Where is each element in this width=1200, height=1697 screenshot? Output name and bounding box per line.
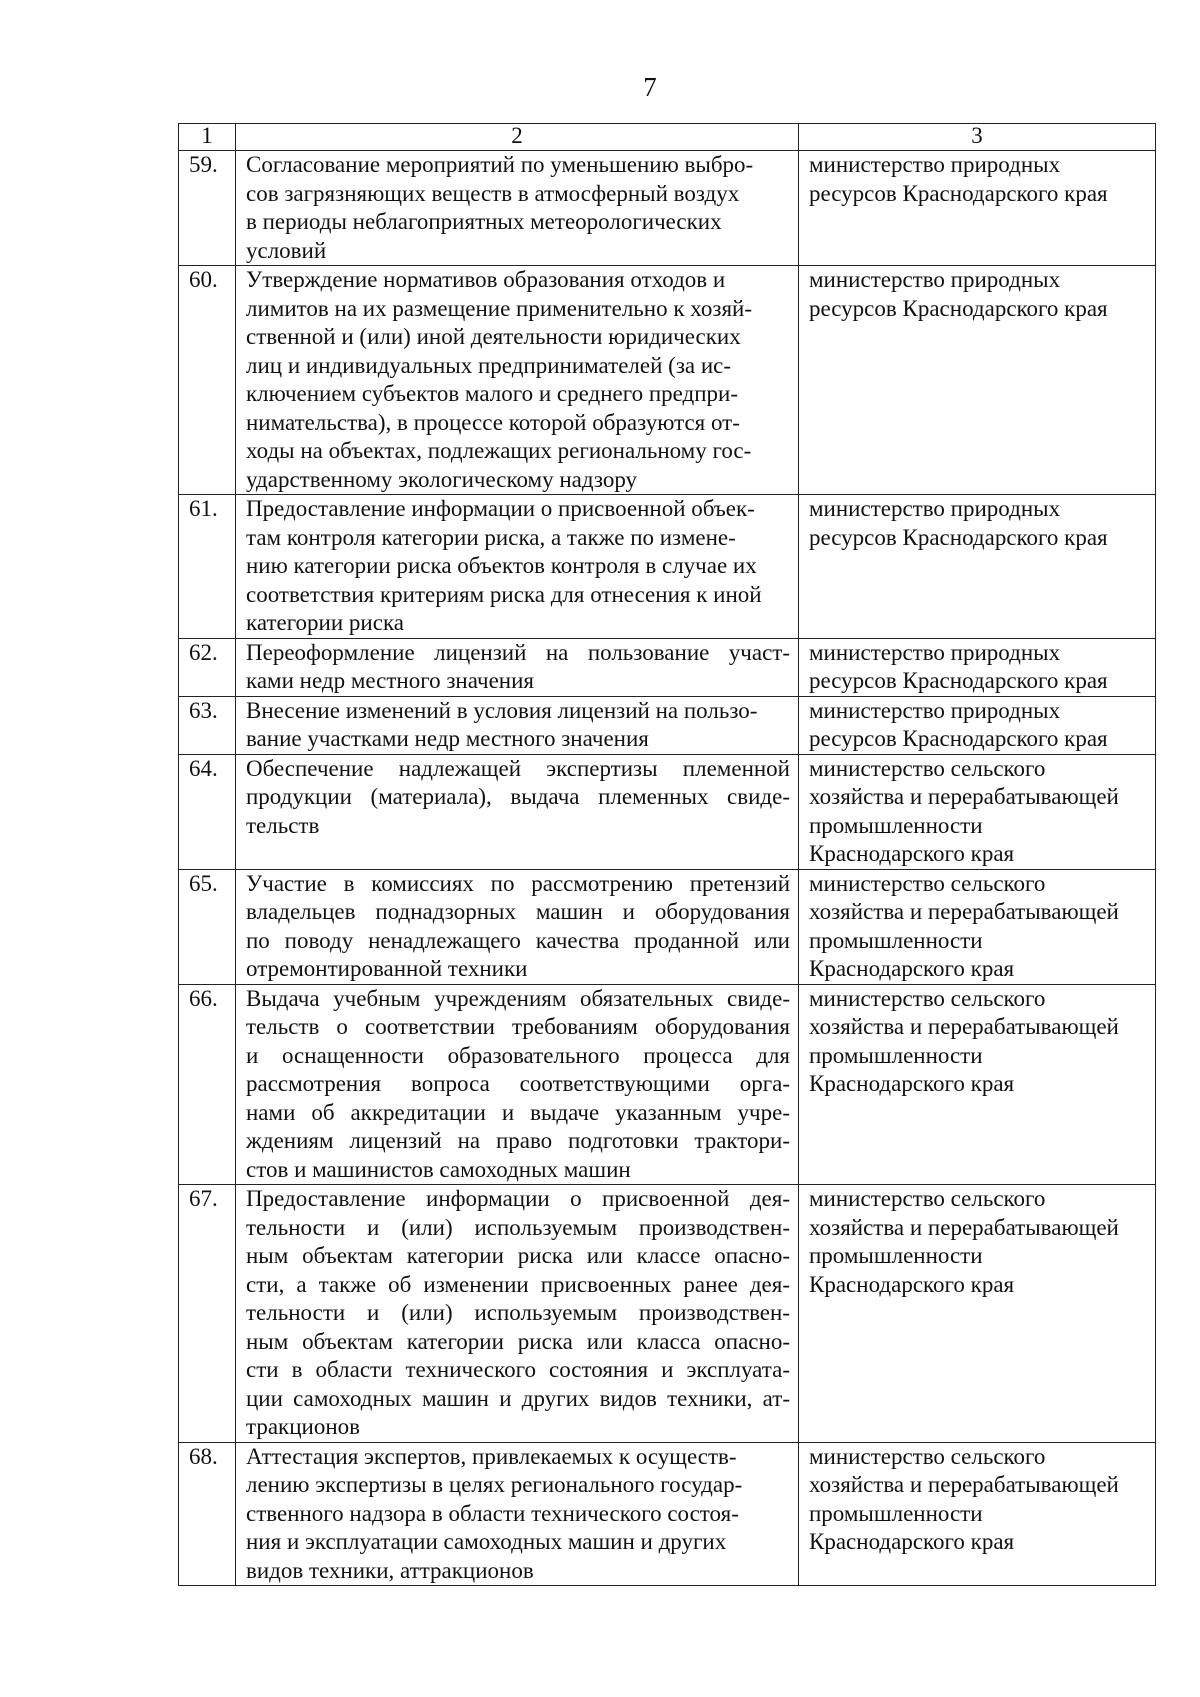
authority-line: промышленности (809, 812, 983, 838)
responsible-authority (799, 151, 1156, 266)
authority-line: министерство сельского (809, 755, 1046, 781)
page-number: 7 (643, 72, 657, 102)
description-line: категории риска (246, 610, 404, 635)
row-number: 59. (179, 151, 236, 266)
description-line: вание участками недр местного значения (246, 726, 649, 751)
column-header-number: 1 (179, 124, 236, 151)
responsible-authority (799, 638, 1156, 696)
description-line: по поводу ненадлежащего качества проданной или (246, 927, 790, 953)
description-line: Утверждение нормативов образования отходов и (246, 267, 726, 292)
responsible-authority (799, 754, 1156, 869)
service-description (236, 495, 799, 639)
authority-line: министерство природных (809, 267, 1061, 292)
description-line: сти, а также об изменении присвоенных ранее дея- (246, 1271, 790, 1297)
description-line: ным объектам категории риска или класса опасно- (246, 1328, 790, 1354)
description-line: тельств о соответствии требованиям оборудования (246, 1014, 790, 1039)
row-number: 64. (179, 754, 236, 869)
service-description (236, 984, 799, 1185)
description-line: ударственному экологическому надзору (246, 466, 638, 492)
description-line: тракционов (246, 1414, 361, 1439)
authority-line: Краснодарского края (809, 841, 1015, 866)
description-line: Внесение изменений в условия лицензий на пользо- (246, 697, 758, 723)
service-description (236, 754, 799, 869)
description-line: Предоставление информации о присвоенной дея- (246, 1186, 790, 1211)
description-line: отремонтированной техники (246, 956, 528, 981)
service-description (236, 696, 799, 754)
row-number: 61. (179, 495, 236, 639)
authority-line: министерство природных (809, 496, 1061, 521)
description-line: ходы на объектах, подлежащих региональному гос- (246, 438, 752, 463)
description-line: ственной и (или) иной деятельности юридических (246, 324, 741, 349)
authority-line: министерство природных (809, 697, 1061, 723)
description-line: Участие в комиссиях по рассмотрению претензий (246, 870, 790, 896)
table-body (179, 151, 1156, 1586)
description-line: соответствия критериям риска для отнесения к иной (246, 581, 762, 607)
row-number: 62. (179, 638, 236, 696)
description-line: тельности и (или) используемым производствен- (246, 1214, 790, 1240)
authority-line: министерство сельского (809, 1186, 1046, 1211)
authority-line: министерство сельского (809, 985, 1046, 1011)
service-description (236, 1185, 799, 1443)
authority-line: промышленности (809, 927, 983, 953)
description-line: лению экспертизы в целях регионального государ- (246, 1472, 743, 1497)
description-line: продукции (материала), выдача племенных свиде- (246, 784, 790, 809)
responsible-authority (799, 1185, 1156, 1443)
authority-line: министерство сельского (809, 1443, 1046, 1469)
row-number: 67. (179, 1185, 236, 1443)
authority-line: министерство сельского (809, 870, 1046, 896)
description-line: Выдача учебным учреждениям обязательных свиде- (246, 985, 790, 1011)
row-number: 66. (179, 984, 236, 1185)
description-line: тельности и (или) используемым производствен- (246, 1300, 790, 1325)
authority-line: хозяйства и перерабатывающей (809, 1214, 1119, 1240)
services-table (178, 123, 1156, 1586)
table-row (179, 984, 1156, 1185)
authority-line: Краснодарского края (809, 956, 1015, 981)
table-row (179, 266, 1156, 495)
authority-line: промышленности (809, 1042, 983, 1068)
description-line: видов техники, аттракционов (246, 1557, 534, 1583)
responsible-authority (799, 984, 1156, 1185)
description-line: сов загрязняющих веществ в атмосферный воздух (246, 180, 740, 206)
description-line: ждениям лицензий на право подготовки трактори- (246, 1128, 790, 1153)
responsible-authority (799, 266, 1156, 495)
responsible-authority (799, 1442, 1156, 1586)
authority-line: министерство природных (809, 152, 1061, 177)
description-line: Согласование мероприятий по уменьшению выбро- (246, 152, 754, 177)
service-description (236, 151, 799, 266)
table-row (179, 151, 1156, 266)
description-line: лиц и индивидуальных предпринимателей (за ис- (246, 352, 732, 378)
authority-line: хозяйства и перерабатывающей (809, 784, 1119, 809)
responsible-authority (799, 495, 1156, 639)
authority-line: Краснодарского края (809, 1071, 1015, 1096)
authority-line: промышленности (809, 1243, 983, 1268)
authority-line: хозяйства и перерабатывающей (809, 899, 1119, 924)
description-line: ками недр местного значения (246, 668, 534, 693)
service-description (236, 869, 799, 984)
service-description (236, 266, 799, 495)
description-line: нами об аккредитации и выдаче указанным учре- (246, 1099, 790, 1125)
table-row (179, 1185, 1156, 1443)
description-line: Аттестация экспертов, привлекаемых к осуществ- (246, 1443, 737, 1469)
description-line: ключением субъектов малого и среднего предпри- (246, 381, 739, 406)
authority-line: промышленности (809, 1500, 983, 1526)
description-line: Переоформление лицензий на пользование участ- (246, 639, 790, 665)
table-row (179, 1442, 1156, 1586)
description-line: и оснащенности образовательного процесса для (246, 1042, 790, 1068)
table-header-row (179, 124, 1156, 151)
authority-line: ресурсов Краснодарского края (809, 524, 1108, 550)
description-line: там контроля категории риска, а также по измене- (246, 524, 736, 550)
authority-line: хозяйства и перерабатывающей (809, 1472, 1119, 1497)
description-line: условий (246, 237, 327, 263)
authority-line: ресурсов Краснодарского края (809, 726, 1108, 751)
authority-line: ресурсов Краснодарского края (809, 180, 1108, 206)
responsible-authority (799, 869, 1156, 984)
service-description (236, 638, 799, 696)
authority-line: Краснодарского края (809, 1271, 1015, 1297)
description-line: Предоставление информации о присвоенной объек- (246, 496, 755, 521)
description-line: сти в области технического состояния и эксплуата- (246, 1357, 790, 1382)
table-row (179, 638, 1156, 696)
description-line: ции самоходных машин и других видов техники, ат- (246, 1385, 790, 1411)
row-number: 65. (179, 869, 236, 984)
description-line: в периоды неблагоприятных метеорологических (246, 209, 722, 234)
responsible-authority (799, 696, 1156, 754)
authority-line: хозяйства и перерабатывающей (809, 1014, 1119, 1039)
row-number: 63. (179, 696, 236, 754)
description-line: тельств (246, 812, 320, 838)
description-line: ния и эксплуатации самоходных машин и других (246, 1529, 727, 1554)
column-header-service: 2 (236, 124, 799, 151)
authority-line: Краснодарского края (809, 1529, 1015, 1554)
description-line: владельцев поднадзорных машин и оборудования (246, 899, 790, 924)
table-row (179, 869, 1156, 984)
description-line: рассмотрения вопроса соответствующими орга- (246, 1071, 790, 1096)
description-line: ственного надзора в области технического состоя- (246, 1500, 739, 1526)
description-line: лимитов на их размещение применительно к хозяй- (246, 295, 753, 321)
table-row (179, 495, 1156, 639)
description-line: нимательства), в процессе которой образуются от- (246, 409, 740, 435)
description-line: ным объектам категории риска или классе опасно- (246, 1243, 790, 1268)
row-number: 68. (179, 1442, 236, 1586)
description-line: нию категории риска объектов контроля в случае их (246, 553, 757, 578)
column-header-authority: 3 (799, 124, 1156, 151)
authority-line: ресурсов Краснодарского края (809, 668, 1108, 693)
authority-line: министерство природных (809, 639, 1061, 665)
authority-line: ресурсов Краснодарского края (809, 295, 1108, 321)
description-line: Обеспечение надлежащей экспертизы племенной (246, 755, 790, 781)
table-row (179, 754, 1156, 869)
description-line: стов и машинистов самоходных машин (246, 1156, 631, 1182)
service-description (236, 1442, 799, 1586)
row-number: 60. (179, 266, 236, 495)
table-row (179, 696, 1156, 754)
